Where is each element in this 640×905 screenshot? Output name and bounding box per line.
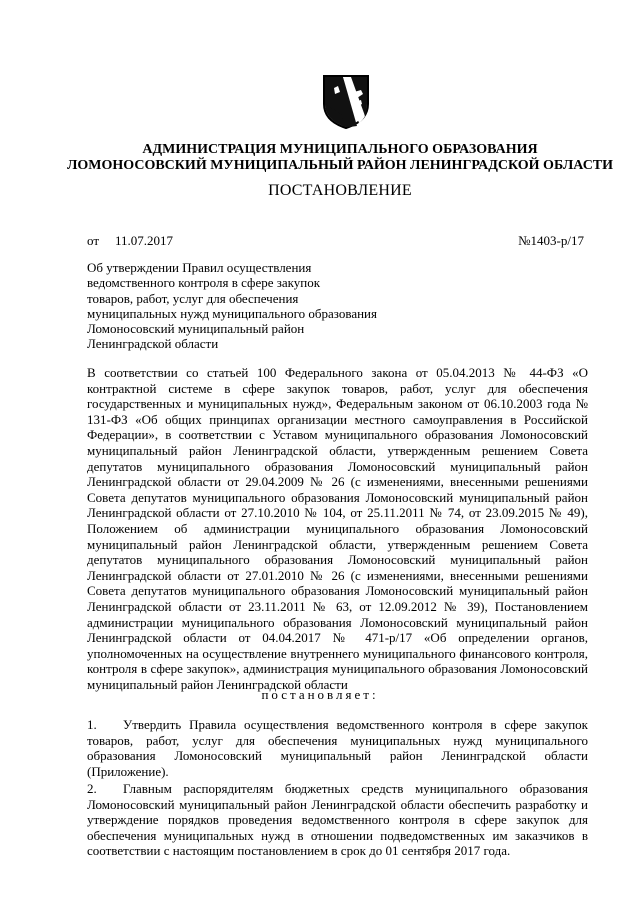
item-number: 2. [87,781,97,796]
subject-line: Ломоносовский муниципальный район [87,321,305,337]
decision-item [87,781,588,859]
decree-word: постановляет: [261,687,379,702]
item-number: 1. [87,717,97,732]
document-number: №1403-р/17 [518,233,584,248]
subject-line: ведомственного контроля в сфере закупок [87,275,321,291]
coat-of-arms-icon [321,74,371,130]
subject-line: Ленинградской области [87,336,219,352]
date-value: 11.07.2017 [115,233,174,248]
org-title-line-1: АДМИНИСТРАЦИЯ МУНИЦИПАЛЬНОГО ОБРАЗОВАНИЯ [142,142,538,157]
document-date [87,233,173,249]
decision-item [87,717,588,779]
org-title-line-2: ЛОМОНОСОВСКИЙ МУНИЦИПАЛЬНЫЙ РАЙОН ЛЕНИНГРАДСКОЙ ОБЛАСТИ [66,158,614,173]
document-subject [87,260,377,352]
subject-line: Об утверждении Правил осуществления [87,260,312,275]
item-text: Утвердить Правила осуществления ведомственного контроля в сфере закупок товаров, работ, услуг для обеспечения муниципальных нужд муниципального образования Ломоносовский муниципальный район Ленинградской области (Приложение). [87,717,588,779]
item-text: Главным распорядителям бюджетных средств муниципального образования Ломоносовский муниципальный район Ленинградской области обеспечить разработку и утверждение порядков проведения ведомственного контроля в сфере закупок для обеспечения муниципальных нужд в отношении подведомственных им заказчиков в соответствии с настоящим постановлением в срок до 01 сентября 2017 года. [87,781,588,859]
subject-line: товаров, работ, услуг для обеспечения [87,290,299,306]
subject-line: муниципальных нужд муниципального образования [87,305,377,321]
preamble-paragraph: В соответствии со статьей 100 Федерального закона от 05.04.2013 № 44-ФЗ «О контрактной системе в сфере закупок товаров, работ, услуг для обеспечения государственных и муниципальных нужд», Федеральным законом от 06.10.2003 года № 131-ФЗ «Об общих принципах организации местного самоуправления в Российской Федерации», в соответствии с Уставом муниципального образования Ломоносовский муниципальный район Ленинградской области, утвержденным решением Совета депутатов муниципального образования Ломоносовский муниципальный район Ленинградской области от 29.04.2009 № 26 (с изменениями, внесенными решениями Совета депутатов муниципального образования Ломоносовский муниципальный район Ленинградской области от 27.10.2010 № 104, от 25.11.2011 № 74, от 23.09.2015 № 49), Положением об администрации муниципального образования Ломоносовский муниципальный район Ленинградской области, утвержденным решением Совета депутатов муниципального образования Ломоносовский муниципальный район Ленинградской области от 27.01.2010 № 26 (с изменениями, внесенными решениями Совета депутатов муниципального образования Ломоносовский муниципальный район Ленинградской области от 23.11.2011 № 63, от 12.09.2012 № 39), Постановлением администрации муниципального образования Ломоносовский муниципальный район Ленинградской области от 04.04.2017 № 471-р/17 «Об определении органов, уполномоченных на осуществление внутреннего муниципального финансового контроля, контроля в сфере закупок», администрация муниципального образования Ломоносовский муниципальный район Ленинградской области [87,365,588,692]
document-type-title: ПОСТАНОВЛЕНИЕ [268,182,412,199]
date-prefix: от [87,233,100,248]
